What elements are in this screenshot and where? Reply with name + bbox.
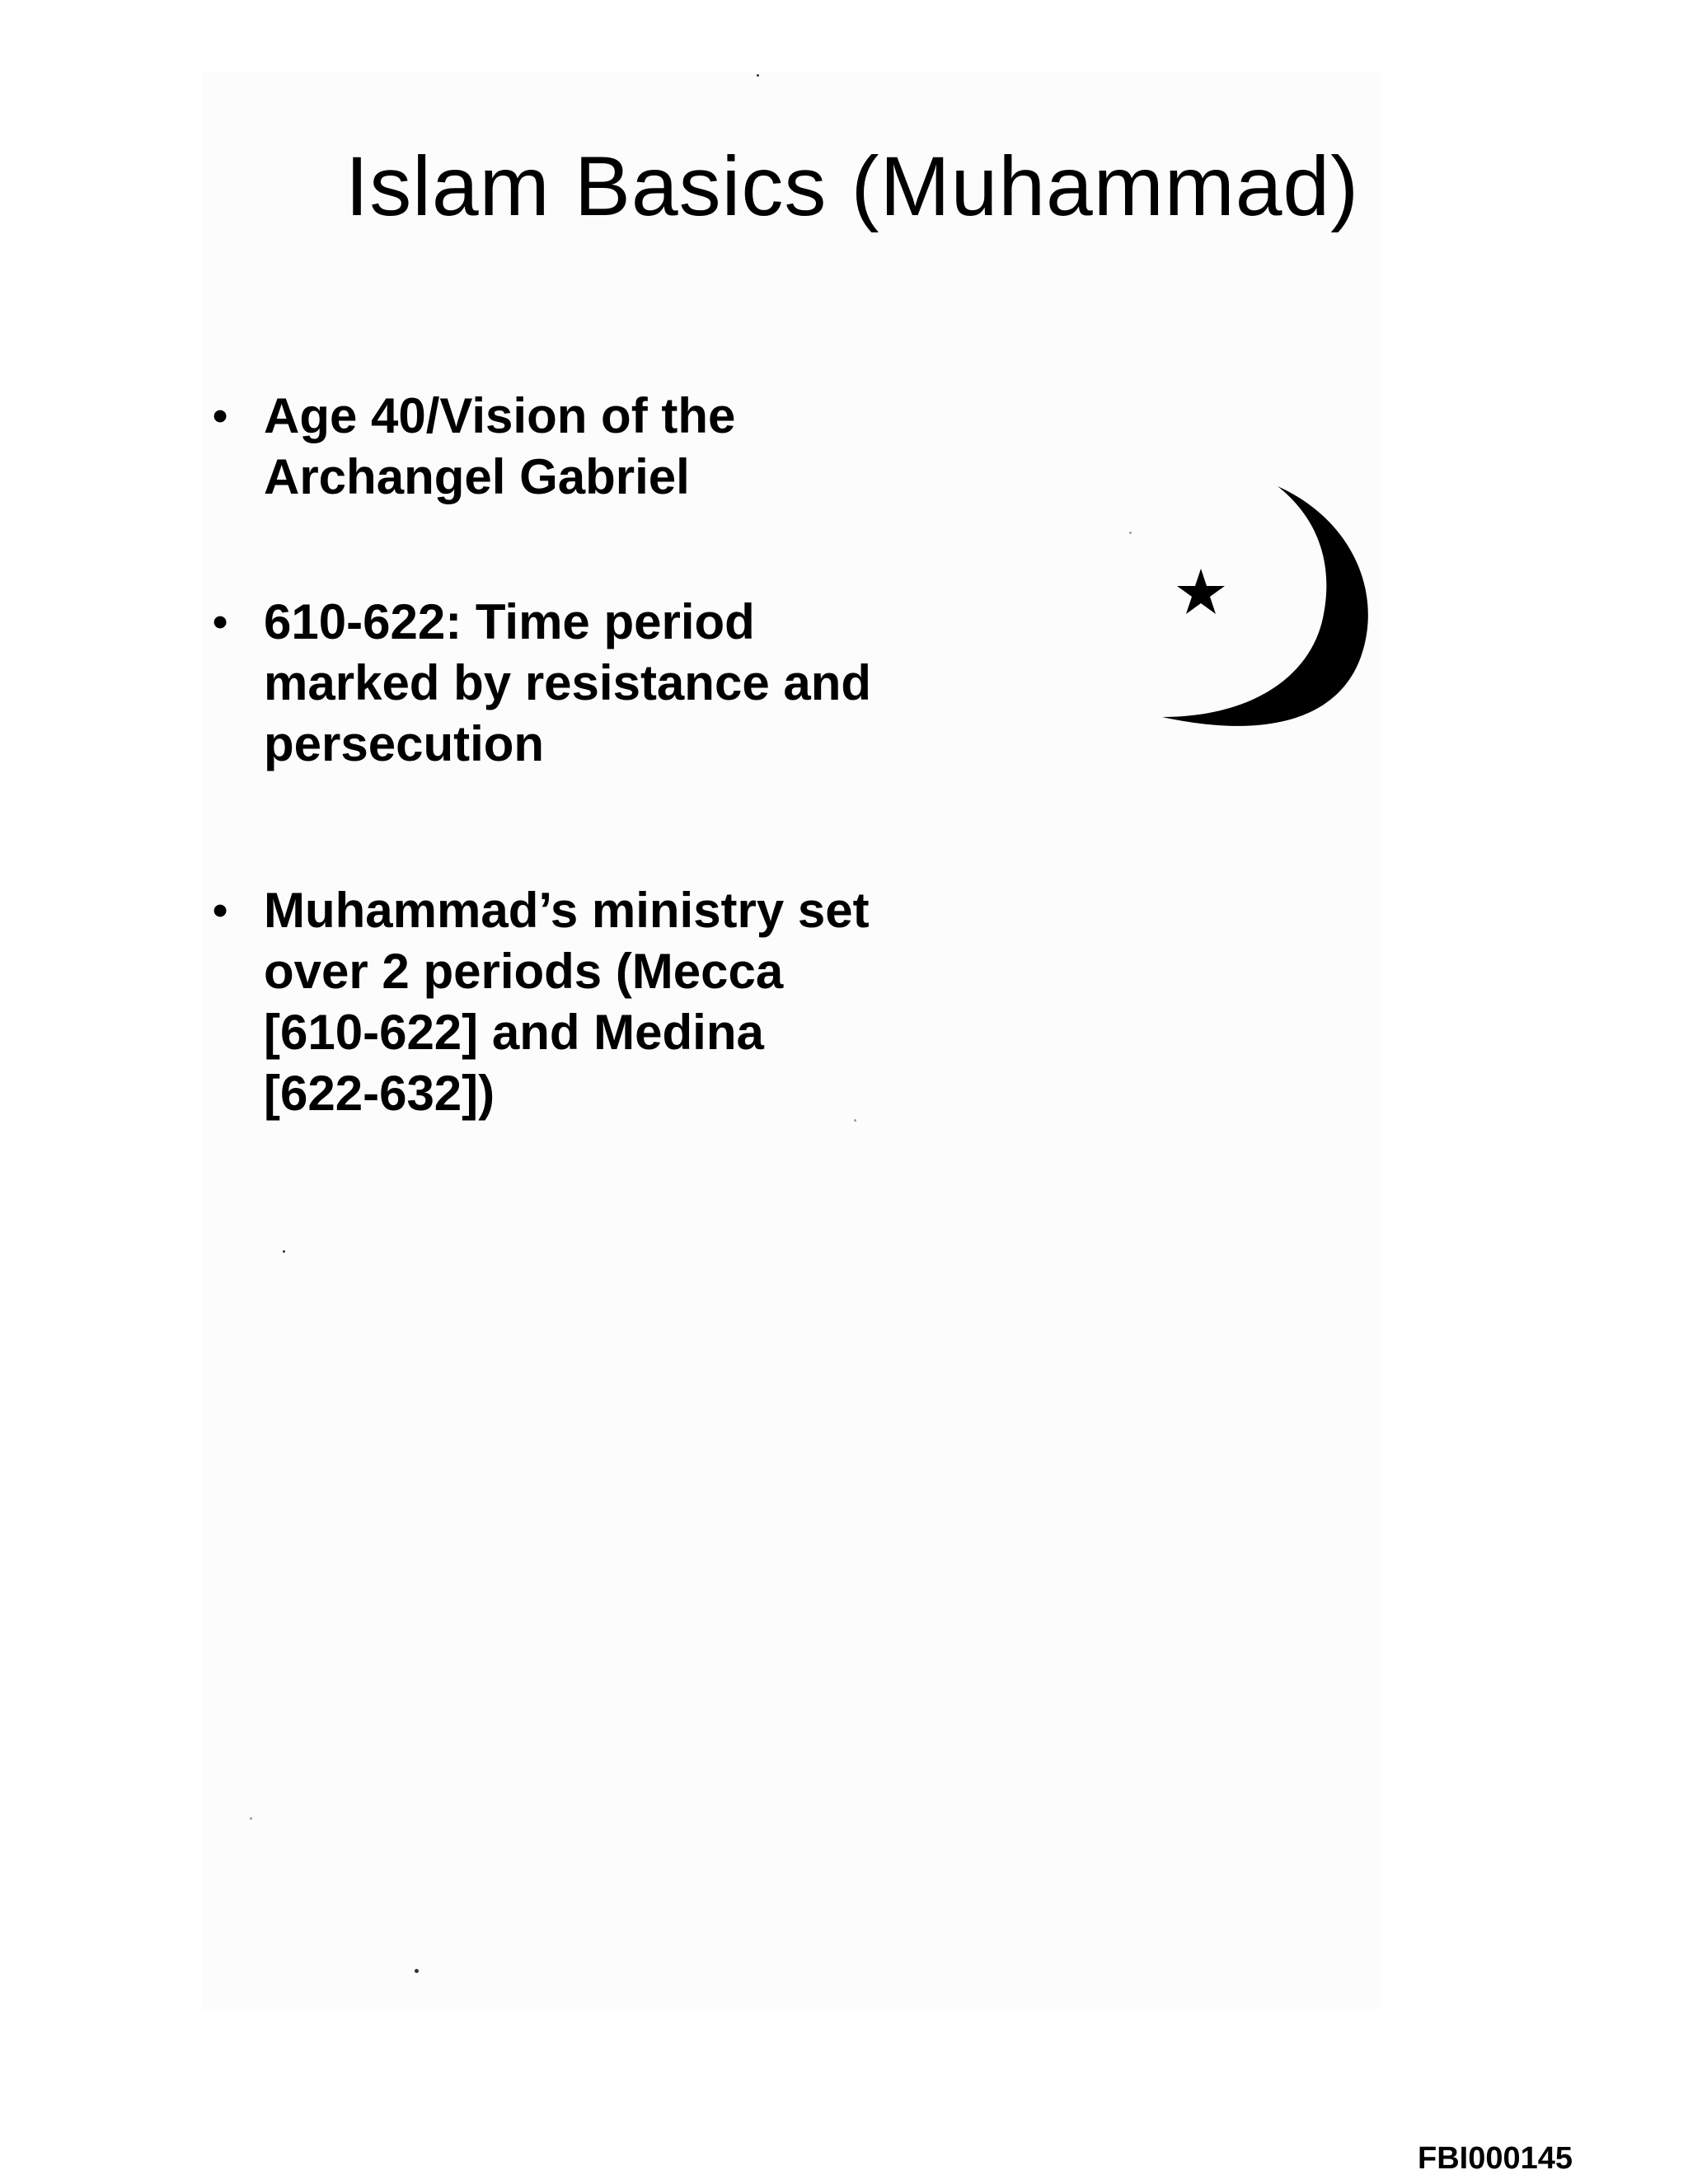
bullet-dot: •: [213, 392, 228, 440]
scan-speck: [1129, 532, 1132, 534]
bullet-dot: •: [213, 887, 228, 935]
scan-speck: [854, 1119, 856, 1122]
slide-title: [0, 138, 1688, 235]
star-icon: [1177, 569, 1225, 614]
scan-speck: [757, 74, 759, 77]
bates-number: FBI000145: [1418, 2141, 1573, 2176]
scan-speck: [283, 1250, 285, 1253]
slide-title-text: Islam Basics (Muhammad): [345, 139, 1360, 233]
bullet-dot: •: [213, 598, 228, 646]
star-and-crescent-icon: [1146, 470, 1409, 750]
scan-speck: [250, 1817, 252, 1820]
bullet-text: 610-622: Time period marked by resistance and persecution: [264, 594, 872, 771]
bullet-text: Muhammad’s ministry set over 2 periods (Mecca [610-622] and Medina [622-632]): [264, 883, 870, 1121]
bullet-text: Age 40/Vision of the Archangel Gabriel: [264, 388, 736, 504]
scan-speck: [415, 1969, 419, 1973]
